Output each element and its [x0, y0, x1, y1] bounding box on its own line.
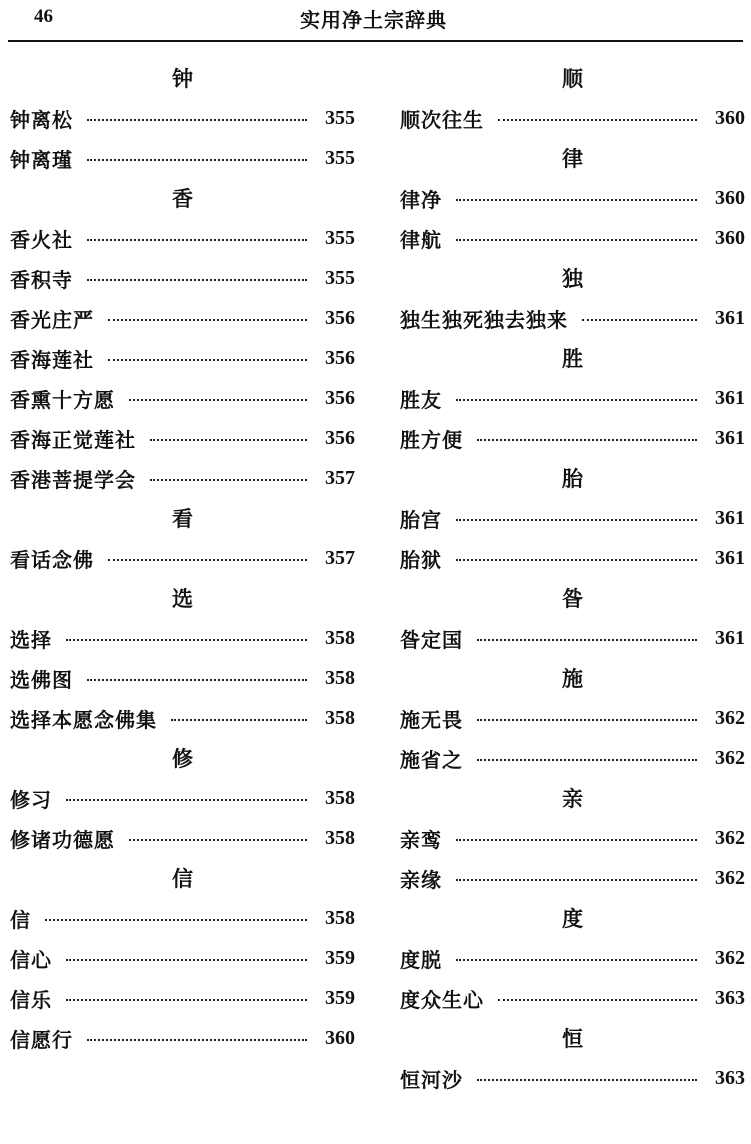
index-entry [10, 338, 355, 378]
index-section-heading: 亲 [562, 786, 583, 811]
dot-leader [87, 159, 307, 161]
index-entry [10, 938, 355, 978]
index-page-number: 362 [715, 746, 745, 769]
index-page-number: 361 [715, 306, 745, 329]
index-page-number: 355 [325, 106, 355, 129]
running-title: 实用净土宗辞典 [300, 8, 447, 32]
index-term: 香熏十方愿 [10, 387, 115, 412]
index-page-number: 358 [325, 906, 355, 929]
index-page-number: 361 [715, 386, 745, 409]
index-entry [400, 378, 745, 418]
index-term: 修习 [10, 787, 52, 812]
index-term: 香港菩提学会 [10, 467, 136, 492]
index-section-heading: 恒 [562, 1026, 583, 1051]
index-term: 修诸功德愿 [10, 827, 115, 852]
index-page-number: 356 [325, 426, 355, 449]
index-term: 胜友 [400, 387, 442, 412]
index-page-number: 362 [715, 826, 745, 849]
index-entry [10, 218, 355, 258]
index-entry [400, 538, 745, 578]
dot-leader [45, 919, 307, 921]
index-entry [400, 938, 745, 978]
index-term: 律航 [400, 227, 442, 252]
index-entry [10, 698, 355, 738]
index-page-number: 358 [325, 626, 355, 649]
index-page-number: 360 [325, 1026, 355, 1049]
index-section-heading: 香 [172, 186, 193, 211]
index-entry [10, 898, 355, 938]
index-page-number: 358 [325, 826, 355, 849]
index-page-number: 356 [325, 346, 355, 369]
index-page-number: 363 [715, 1066, 745, 1089]
index-entry [10, 658, 355, 698]
dot-leader [87, 1039, 307, 1041]
index-section-heading: 顺 [562, 66, 583, 91]
dot-leader [171, 719, 307, 721]
dot-leader [87, 679, 307, 681]
dot-leader [456, 519, 697, 521]
index-entry [400, 698, 745, 738]
dot-leader [456, 199, 697, 201]
index-entry [400, 418, 745, 458]
index-entry [400, 298, 745, 338]
dot-leader [108, 559, 307, 561]
index-term: 律净 [400, 187, 442, 212]
index-section-heading: 修 [172, 746, 193, 771]
index-entry [10, 538, 355, 578]
dot-leader [129, 399, 307, 401]
index-term: 恒河沙 [400, 1067, 463, 1092]
index-column-right [400, 58, 745, 1098]
index-page-number: 356 [325, 386, 355, 409]
index-section-heading: 施 [562, 666, 583, 691]
index-entry [10, 458, 355, 498]
index-page-number: 355 [325, 226, 355, 249]
index-page-number: 362 [715, 706, 745, 729]
dot-leader [66, 639, 307, 641]
index-entry [400, 618, 745, 658]
index-page-number: 361 [715, 626, 745, 649]
index-entry [10, 138, 355, 178]
page-number: 46 [34, 6, 53, 27]
dot-leader [456, 559, 697, 561]
index-page-number: 357 [325, 546, 355, 569]
index-term: 亲缘 [400, 867, 442, 892]
index-page-number: 358 [325, 786, 355, 809]
index-section-heading: 钟 [172, 66, 193, 91]
index-section-heading: 信 [172, 866, 193, 891]
index-term: 独生独死独去独来 [400, 307, 568, 332]
index-entry [10, 1018, 355, 1058]
dot-leader [477, 439, 697, 441]
index-entry [400, 978, 745, 1018]
index-entry [400, 178, 745, 218]
dot-leader [498, 119, 697, 121]
index-term: 信 [10, 907, 31, 932]
dot-leader [456, 879, 697, 881]
header-rule [8, 40, 743, 42]
index-entry [10, 818, 355, 858]
index-entry [10, 378, 355, 418]
dot-leader [456, 839, 697, 841]
index-section-heading: 胜 [562, 346, 583, 371]
index-term: 信愿行 [10, 1027, 73, 1052]
index-term: 钟离松 [10, 107, 73, 132]
index-page-number: 360 [715, 226, 745, 249]
dot-leader [150, 479, 307, 481]
index-entry [10, 778, 355, 818]
index-entry [10, 978, 355, 1018]
index-term: 胎狱 [400, 547, 442, 572]
index-term: 香积寺 [10, 267, 73, 292]
dot-leader [87, 239, 307, 241]
index-term: 香光庄严 [10, 307, 94, 332]
index-column-left [10, 58, 355, 1058]
index-page-number: 360 [715, 106, 745, 129]
index-page-number: 363 [715, 986, 745, 1009]
index-term: 信心 [10, 947, 52, 972]
index-term: 香海正觉莲社 [10, 427, 136, 452]
index-page-number: 361 [715, 426, 745, 449]
dot-leader [87, 119, 307, 121]
index-term: 选择 [10, 627, 52, 652]
index-entry [400, 98, 745, 138]
index-term: 昝定国 [400, 627, 463, 652]
index-page-number: 362 [715, 866, 745, 889]
index-term: 顺次往生 [400, 107, 484, 132]
index-entry [10, 418, 355, 458]
index-section-heading: 律 [562, 146, 583, 171]
index-term: 选择本愿念佛集 [10, 707, 157, 732]
index-page-number: 360 [715, 186, 745, 209]
index-page-number: 359 [325, 986, 355, 1009]
index-section-heading: 胎 [562, 466, 583, 491]
index-term: 施无畏 [400, 707, 463, 732]
index-term: 香海莲社 [10, 347, 94, 372]
index-page-number: 355 [325, 266, 355, 289]
index-entry [400, 858, 745, 898]
dot-leader [108, 319, 307, 321]
dot-leader [150, 439, 307, 441]
index-page-number: 355 [325, 146, 355, 169]
index-term: 选佛图 [10, 667, 73, 692]
dot-leader [129, 839, 307, 841]
index-term: 胜方便 [400, 427, 463, 452]
index-page-number: 361 [715, 546, 745, 569]
index-term: 信乐 [10, 987, 52, 1012]
index-entry [400, 218, 745, 258]
index-entry [10, 98, 355, 138]
dot-leader [456, 959, 697, 961]
dot-leader [108, 359, 307, 361]
dot-leader [477, 1079, 697, 1081]
index-section-heading: 昝 [562, 586, 583, 611]
index-entry [10, 618, 355, 658]
index-page-number: 359 [325, 946, 355, 969]
page-header [0, 0, 751, 42]
index-term: 施省之 [400, 747, 463, 772]
dot-leader [456, 239, 697, 241]
index-page-number: 362 [715, 946, 745, 969]
index-term: 度脱 [400, 947, 442, 972]
index-section-heading: 看 [172, 506, 193, 531]
index-page-number: 357 [325, 466, 355, 489]
index-section-heading: 选 [172, 586, 193, 611]
dot-leader [456, 399, 697, 401]
index-term: 亲鸾 [400, 827, 442, 852]
index-term: 胎宫 [400, 507, 442, 532]
index-page-number: 356 [325, 306, 355, 329]
dot-leader [477, 759, 697, 761]
dot-leader [66, 999, 307, 1001]
dot-leader [87, 279, 307, 281]
index-term: 度众生心 [400, 987, 484, 1012]
index-entry [400, 818, 745, 858]
index-entry [400, 498, 745, 538]
index-page-number: 358 [325, 706, 355, 729]
dot-leader [498, 999, 697, 1001]
dot-leader [477, 639, 697, 641]
index-term: 钟离瑾 [10, 147, 73, 172]
index-entry [400, 738, 745, 778]
index-page-number: 358 [325, 666, 355, 689]
index-entry [10, 258, 355, 298]
index-page-number: 361 [715, 506, 745, 529]
index-term: 看话念佛 [10, 547, 94, 572]
dot-leader [66, 799, 307, 801]
index-entry [400, 1058, 745, 1098]
index-term: 香火社 [10, 227, 73, 252]
index-section-heading: 度 [562, 906, 583, 931]
index-entry [10, 298, 355, 338]
dot-leader [582, 319, 697, 321]
dot-leader [66, 959, 307, 961]
dot-leader [477, 719, 697, 721]
index-section-heading: 独 [562, 266, 583, 291]
